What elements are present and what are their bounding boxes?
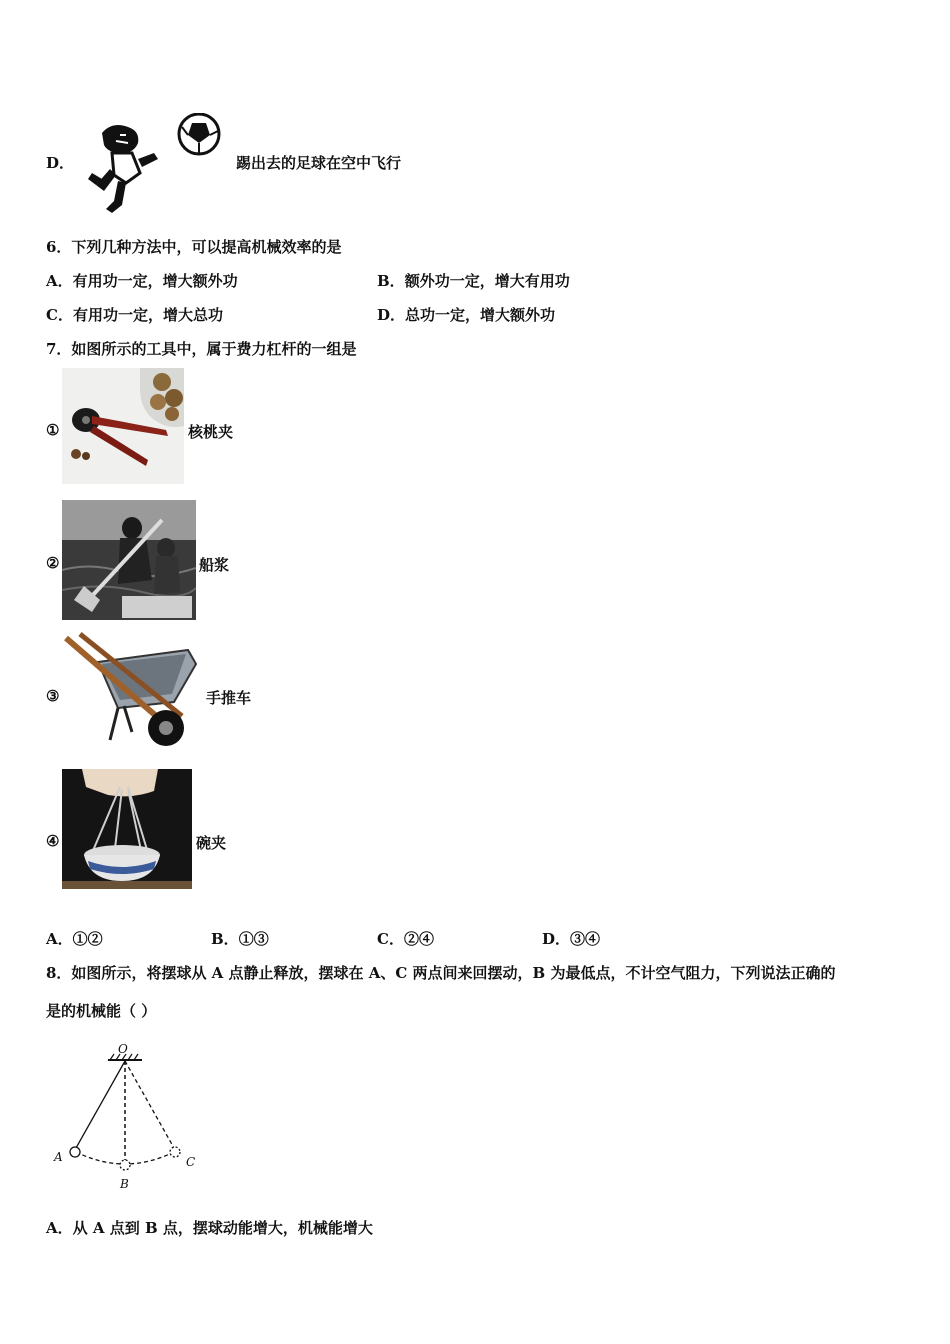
- q7-item-2-number: ②: [46, 554, 60, 572]
- pendulum-diagram: [48, 1040, 208, 1195]
- option-text: ①②: [72, 930, 103, 948]
- q8-option-a[interactable]: [46, 1217, 373, 1238]
- q5-option-d-letter: D．: [46, 154, 75, 172]
- q7-item-4-label: 碗夹: [196, 834, 227, 852]
- q7-item-2-label: 船浆: [199, 556, 230, 574]
- option-letter: D．: [377, 306, 406, 324]
- option-text: ②④: [403, 930, 434, 948]
- walnut-cracker-image: [62, 368, 184, 484]
- point-b-label: B: [120, 1177, 129, 1191]
- q7-option-b[interactable]: [211, 928, 269, 949]
- q7-item-3-label: 手推车: [206, 689, 252, 707]
- q7-stem: 7．如图所示的工具中，属于费力杠杆的一组是: [46, 340, 357, 358]
- wheelbarrow-image: [62, 632, 198, 750]
- option-letter: D．: [542, 930, 571, 948]
- option-text: 总功一定，增大额外功: [405, 306, 556, 324]
- q7-option-c[interactable]: [377, 928, 434, 949]
- option-letter: C．: [377, 930, 404, 948]
- q7-item-4-number: ④: [46, 832, 60, 850]
- option-letter: C．: [46, 306, 73, 324]
- q6-option-a[interactable]: [46, 270, 238, 291]
- q7-option-d[interactable]: [542, 928, 600, 949]
- option-letter: B．: [211, 930, 239, 948]
- football-kick-image: [82, 113, 230, 217]
- option-letter: A．: [46, 930, 73, 948]
- q8-stem-line2: 是的机械能（ ）: [46, 1002, 157, 1020]
- q6-option-d[interactable]: [377, 304, 555, 325]
- q7-item-1-label: 核桃夹: [188, 423, 234, 441]
- point-c-label: C: [186, 1155, 196, 1169]
- option-text: 额外功一定，增大有用功: [404, 272, 570, 290]
- option-text: 有用功一定，增大额外功: [72, 272, 238, 290]
- option-letter: B．: [377, 272, 405, 290]
- q8-stem-line1: 8．如图所示，将摆球从 A 点静止释放，摆球在 A、C 两点间来回摆动，B 为最低点，不计空气阻力，下列说法正确的: [46, 964, 836, 982]
- q6-option-c[interactable]: [46, 304, 223, 325]
- q7-option-a[interactable]: [46, 928, 103, 949]
- bowl-clamp-image: [62, 769, 192, 889]
- point-a-label: A: [54, 1150, 63, 1164]
- q6-stem: 6．下列几种方法中，可以提高机械效率的是: [46, 238, 342, 256]
- q6-option-b[interactable]: [377, 270, 570, 291]
- option-text: ①③: [238, 930, 269, 948]
- paddle-image: [62, 500, 196, 620]
- option-letter: A．: [46, 272, 73, 290]
- q5-option-d-text: 踢出去的足球在空中飞行: [236, 154, 402, 172]
- q7-item-1-number: ①: [46, 421, 60, 439]
- option-text: ③④: [570, 930, 601, 948]
- option-letter: A．: [46, 1219, 73, 1237]
- point-o-label: O: [118, 1042, 128, 1056]
- option-text: 有用功一定，增大总功: [72, 306, 223, 324]
- q7-item-3-number: ③: [46, 687, 60, 705]
- option-text: 从 A 点到 B 点，摆球动能增大，机械能增大: [72, 1219, 373, 1237]
